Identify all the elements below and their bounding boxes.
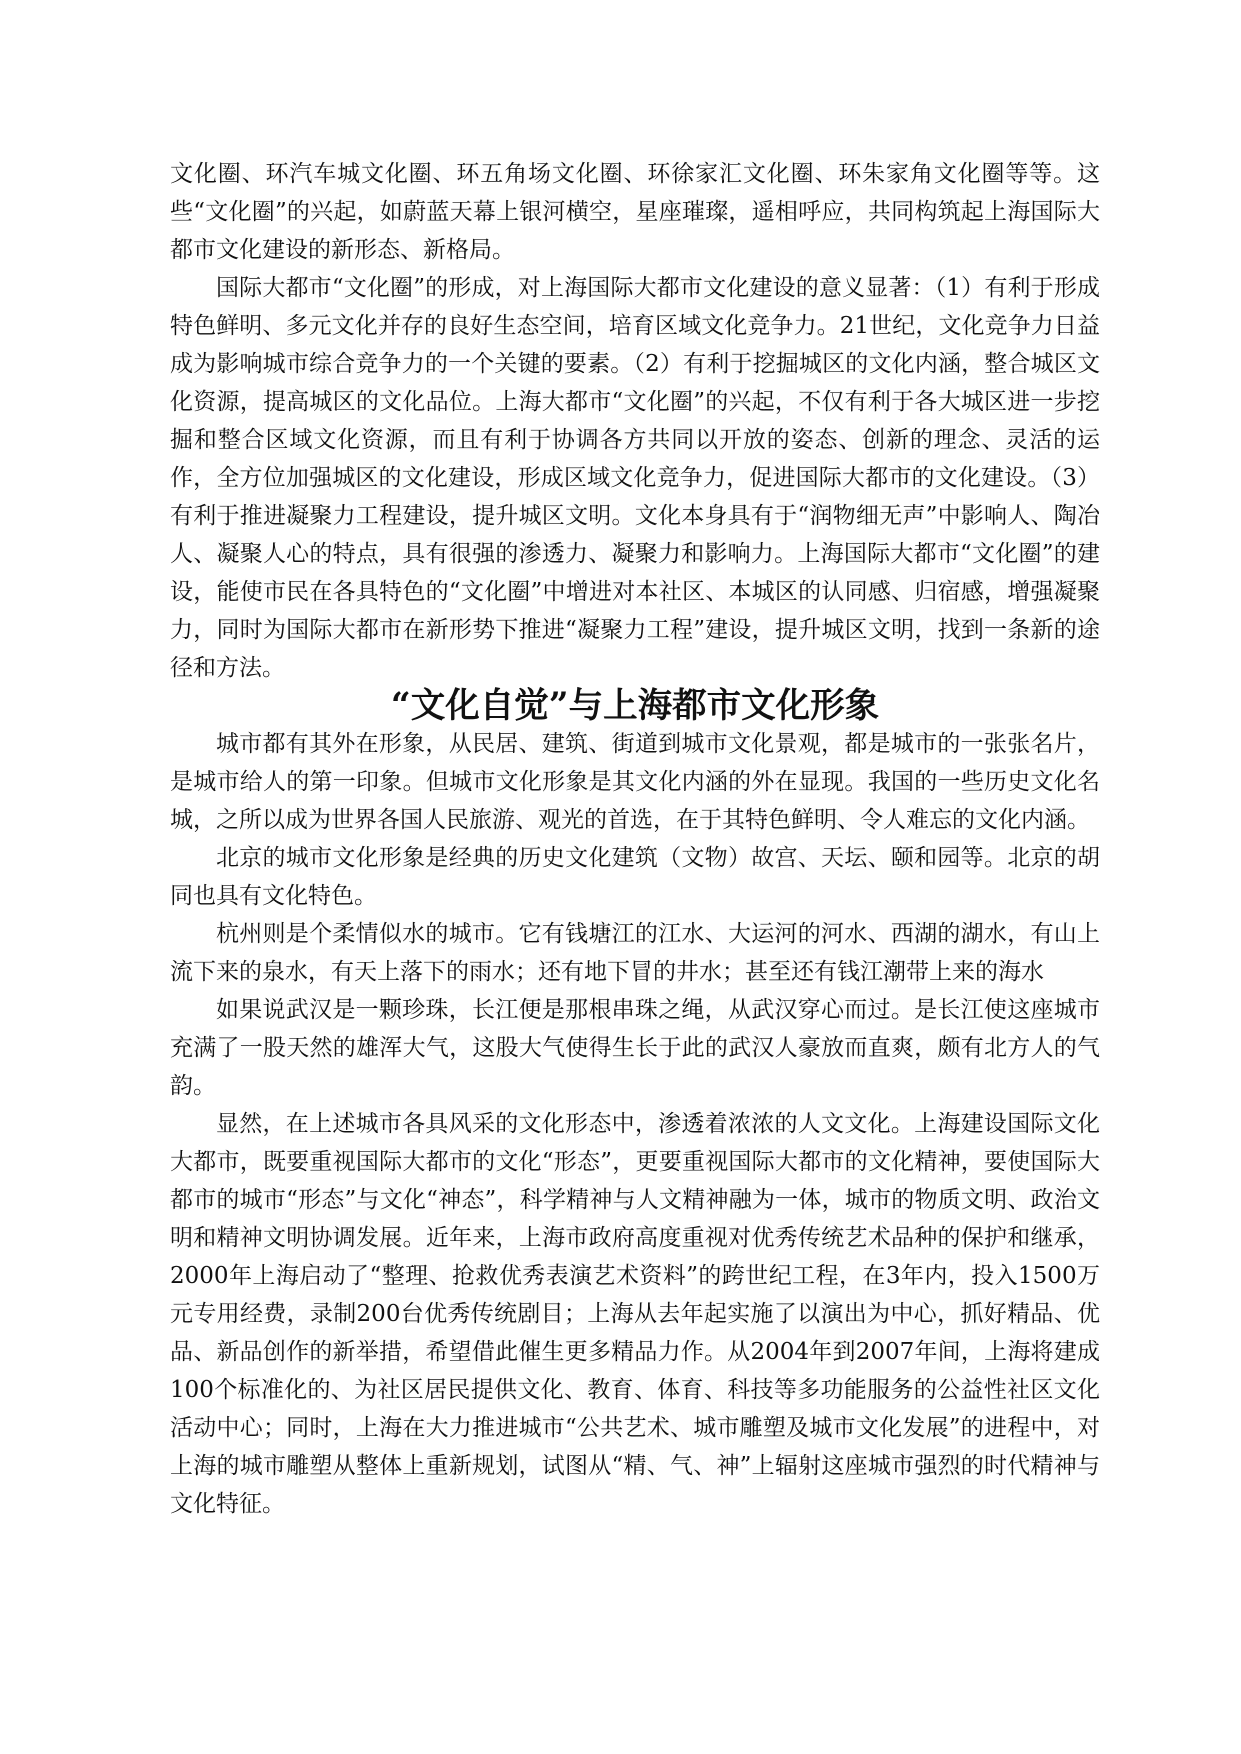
paragraph-continuation: 文化圈、环汽车城文化圈、环五角场文化圈、环徐家汇文化圈、环朱家角文化圈等等。这些“文化圈”的兴起，如蔚蓝天幕上银河横空，星座璀璨，遥相呼应，共同构筑起上海国际大都市文化建设的新形态、新格局。 [170,161,1100,263]
paragraph-wuhan: 如果说武汉是一颗珍珠，长江便是那根串珠之绳，从武汉穿心而过。是长江使这座城市充满了一股天然的雄浑大气，这股大气使得生长于此的武汉人豪放而直爽，颇有北方人的气韵。 [170,997,1100,1099]
document-page [170,155,1100,1523]
section-heading: “文化自觉”与上海都市文化形象 [390,686,880,726]
paragraph-hangzhou: 杭州则是个柔情似水的城市。它有钱塘江的江水、大运河的河水、西湖的湖水，有山上流下来的泉水，有天上落下的雨水；还有地下冒的井水；甚至还有钱江潮带上来的海水 [170,921,1100,985]
paragraph-cultural-circles: 国际大都市“文化圈”的形成，对上海国际大都市文化建设的意义显著：（1）有利于形成特色鲜明、多元文化并存的良好生态空间，培育区域文化竞争力。21世纪，文化竞争力日益成为影响城市综合竞争力的一个关键的要素。（2）有利于挖掘城区的文化内涵，整合城区文化资源，提高城区的文化品位。上海大都市“文化圈”的兴起，不仅有利于各大城区进一步挖掘和整合区域文化资源，而且有利于协调各方共同以开放的姿态、创新的理念、灵活的运作，全方位加强城区的文化建设，形成区域文化竞争力，促进国际大都市的文化建设。（3）有利于推进凝聚力工程建设，提升城区文明。文化本身具有于“润物细无声”中影响人、陶冶人、凝聚人心的特点，具有很强的渗透力、凝聚力和影响力。上海国际大都市“文化圈”的建设，能使市民在各具特色的“文化圈”中增进对本社区、本城区的认同感、归宿感，增强凝聚力，同时为国际大都市在新形势下推进“凝聚力工程”建设，提升城区文明，找到一条新的途径和方法。 [170,275,1100,681]
paragraph-shanghai: 显然，在上述城市各具风采的文化形态中，渗透着浓浓的人文文化。上海建设国际文化大都市，既要重视国际大都市的文化“形态”，更要重视国际大都市的文化精神，要使国际大都市的城市“形态”与文化“神态”，科学精神与人文精神融为一体，城市的物质文明、政治文明和精神文明协调发展。近年来，上海市政府高度重视对优秀传统艺术品种的保护和继承，2000年上海启动了“整理、抢救优秀表演艺术资料”的跨世纪工程，在3年内，投入1500万元专用经费，录制200台优秀传统剧目；上海从去年起实施了以演出为中心，抓好精品、优品、新品创作的新举措，希望借此催生更多精品力作。从2004年到2007年间，上海将建成100个标准化的、为社区居民提供文化、教育、体育、科技等多功能服务的公益性社区文化活动中心；同时，上海在大力推进城市“公共艺术、城市雕塑及城市文化发展”的进程中，对上海的城市雕塑从整体上重新规划，试图从“精、气、神”上辐射这座城市强烈的时代精神与文化特征。 [170,1111,1100,1517]
paragraph-beijing: 北京的城市文化形象是经典的历史文化建筑（文物）故宫、天坛、颐和园等。北京的胡同也具有文化特色。 [170,845,1100,909]
paragraph-city-image: 城市都有其外在形象，从民居、建筑、街道到城市文化景观，都是城市的一张张名片，是城市给人的第一印象。但城市文化形象是其文化内涵的外在显现。我国的一些历史文化名城，之所以成为世界各国人民旅游、观光的首选，在于其特色鲜明、令人难忘的文化内涵。 [170,731,1100,833]
